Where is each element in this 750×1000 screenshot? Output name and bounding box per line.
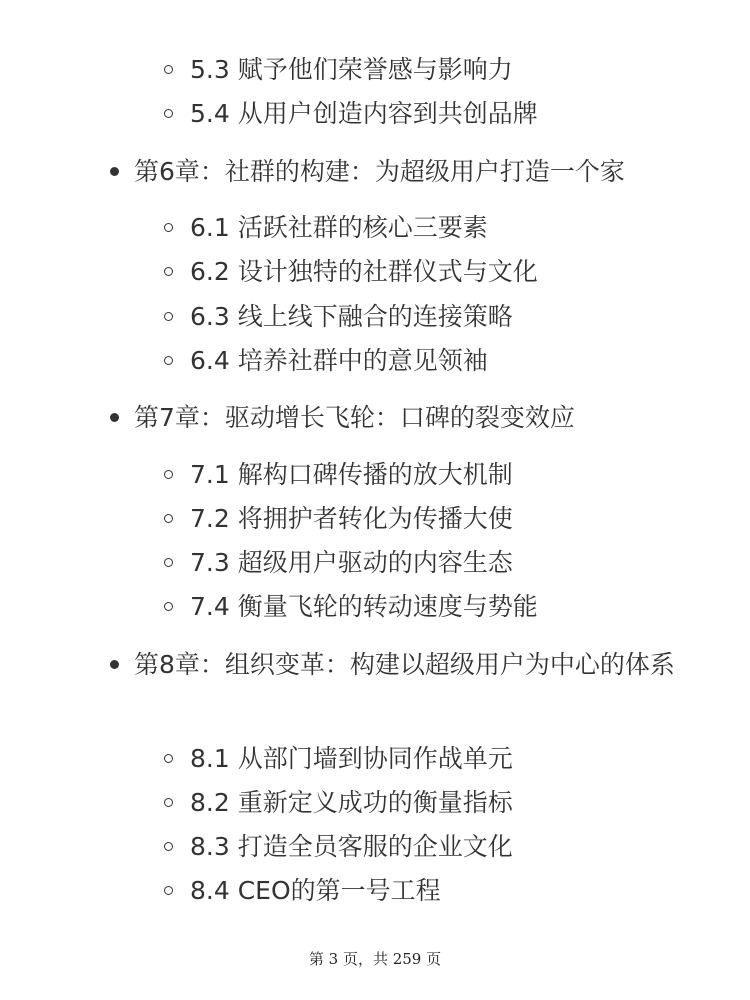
- chapter-title: 第8章：组织变革：构建以超级用户为中心的体系: [134, 650, 675, 679]
- list-item: [190, 295, 513, 339]
- section-title: 8.4 CEO的第一号工程: [190, 876, 441, 905]
- list-item: [190, 869, 441, 913]
- list-item: [190, 206, 488, 250]
- disc-bullet-icon: [110, 167, 119, 176]
- circle-bullet-icon: [164, 356, 173, 365]
- section-title: 8.2 重新定义成功的衡量指标: [190, 788, 513, 817]
- circle-bullet-icon: [164, 267, 173, 276]
- circle-bullet-icon: [164, 109, 173, 118]
- section-title: 5.4 从用户创造内容到共创品牌: [190, 99, 538, 128]
- section-title: 7.1 解构口碑传播的放大机制: [190, 460, 513, 489]
- list-item: [190, 737, 513, 781]
- circle-bullet-icon: [164, 842, 173, 851]
- list-item: [190, 825, 513, 869]
- chapter-item: [134, 150, 694, 194]
- circle-bullet-icon: [164, 312, 173, 321]
- section-title: 7.4 衡量飞轮的转动速度与势能: [190, 592, 538, 621]
- list-item: [190, 250, 538, 294]
- section-title: 8.3 打造全员客服的企业文化: [190, 832, 513, 861]
- circle-bullet-icon: [164, 470, 173, 479]
- circle-bullet-icon: [164, 65, 173, 74]
- section-title: 8.1 从部门墙到协同作战单元: [190, 744, 513, 773]
- chapter-title: 第6章：社群的构建：为超级用户打造一个家: [134, 157, 625, 186]
- circle-bullet-icon: [164, 558, 173, 567]
- list-item: [190, 92, 538, 136]
- section-title: 6.4 培养社群中的意见领袖: [190, 346, 488, 375]
- section-title: 7.2 将拥护者转化为传播大使: [190, 504, 513, 533]
- disc-bullet-icon: [110, 660, 119, 669]
- list-item: [190, 781, 513, 825]
- section-title: 6.1 活跃社群的核心三要素: [190, 213, 488, 242]
- circle-bullet-icon: [164, 798, 173, 807]
- chapter-item: [134, 396, 694, 440]
- disc-bullet-icon: [110, 413, 119, 422]
- list-item: [190, 339, 488, 383]
- section-title: 6.3 线上线下融合的连接策略: [190, 302, 513, 331]
- page-number: 第 3 页，共 259 页: [308, 950, 442, 968]
- chapter-item: [134, 643, 694, 687]
- list-item: [190, 48, 513, 92]
- list-item: [190, 585, 538, 629]
- section-title: 7.3 超级用户驱动的内容生态: [190, 548, 513, 577]
- circle-bullet-icon: [164, 514, 173, 523]
- list-item: [190, 453, 513, 497]
- list-item: [190, 541, 513, 585]
- circle-bullet-icon: [164, 754, 173, 763]
- circle-bullet-icon: [164, 886, 173, 895]
- circle-bullet-icon: [164, 602, 173, 611]
- circle-bullet-icon: [164, 223, 173, 232]
- chapter-title: 第7章：驱动增长飞轮：口碑的裂变效应: [134, 403, 575, 432]
- section-title: 5.3 赋予他们荣誉感与影响力: [190, 55, 513, 84]
- list-item: [190, 497, 513, 541]
- section-title: 6.2 设计独特的社群仪式与文化: [190, 257, 538, 286]
